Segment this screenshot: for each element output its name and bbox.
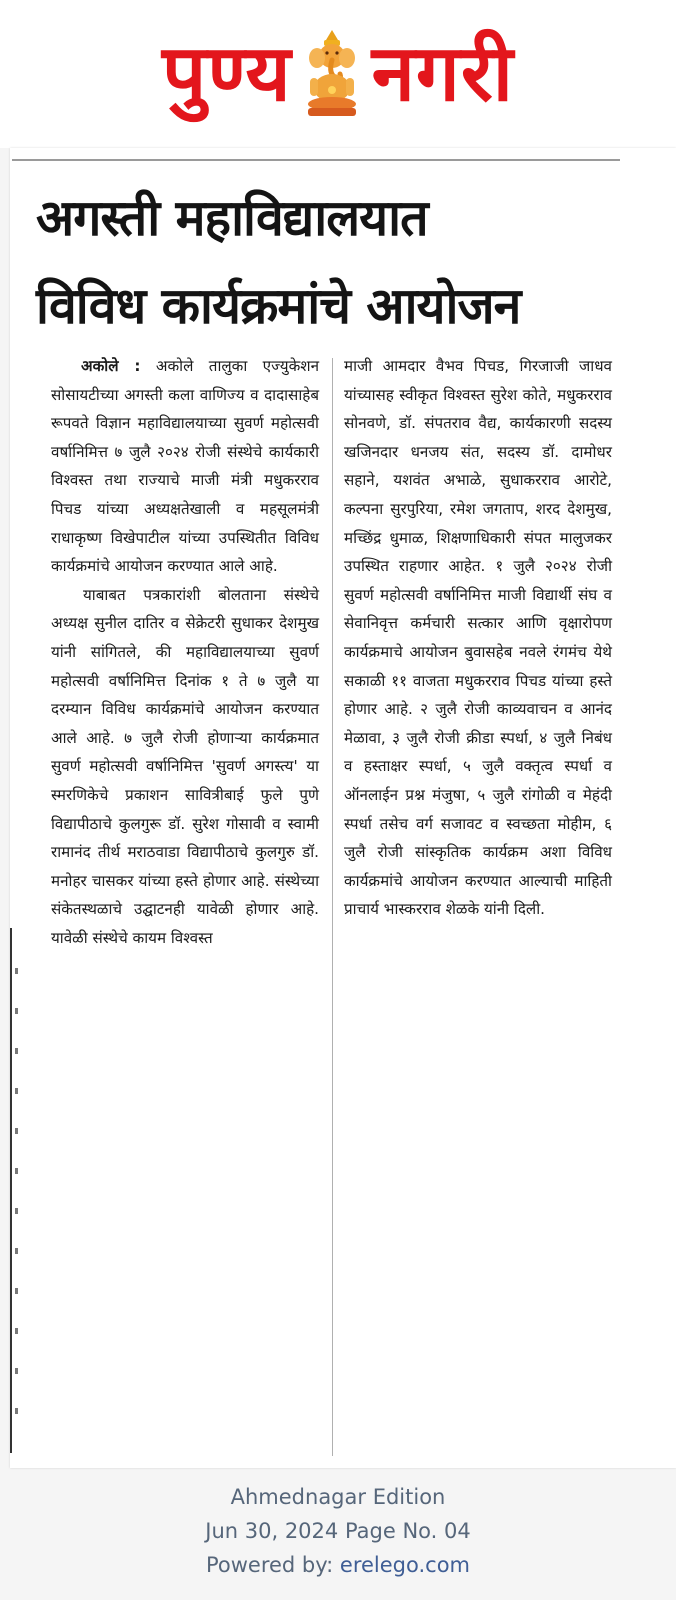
article-column-right — [344, 352, 612, 924]
masthead-title-part2: नगरी — [371, 28, 514, 119]
masthead-logo — [0, 14, 676, 129]
column-divider — [332, 358, 333, 1456]
top-rule — [12, 159, 620, 161]
powered-by — [0, 1548, 676, 1582]
left-paragraph-1 — [51, 352, 319, 581]
left-paragraph-2: याबाबत पत्रकारांशी बोलताना संस्थेचे अध्यक्ष सुनील दातिर व सेक्रेटरी सुधाकर देशमुख यांनी सांगितले, की महाविद्यालयाच्या सुवर्ण महोत्सवी वर्षानिमित्त दिनांक १ ते ७ जुलै या दरम्यान विविध कार्यक्रमांचे आयोजन करण्यात आले आहे. ७ जुलै रोजी होणाऱ्या कार्यक्रमात सुवर्ण महोत्सवी वर्षानिमित्त 'सुवर्ण अगस्त्य' या स्मरणिकेचे प्रकाशन सावित्रीबाई फुले पुणे विद्यापीठाचे कुलगुरू डॉ. सुरेश गोसावी व स्वामी रामानंद तीर्थ मराठवाडा विद्यापीठाचे कुलगुरु डॉ. मनोहर चासकर यांच्या हस्ते होणार आहे. संस्थेच्या संकेतस्थळाचे उद्घाटनही यावेळी होणार आहे. यावेळी संस्थेचे कायम विश्वस्त — [51, 585, 319, 947]
masthead-title-part1: पुण्य — [162, 28, 292, 119]
edition-name: Ahmednagar Edition — [230, 1485, 446, 1509]
clip-edge-marks — [13, 968, 21, 1448]
edition-date-page: Jun 30, 2024 Page No. 04 — [205, 1519, 471, 1543]
headline-line-2: विविध कार्यक्रमांचे आयोजन — [36, 277, 521, 335]
dateline: अकोले : — [81, 357, 141, 375]
powered-by-label: Powered by: — [205, 1553, 340, 1577]
news-clipping — [10, 148, 676, 1468]
article-headline — [36, 174, 666, 350]
edition-footer — [0, 1480, 676, 1582]
article-column-left — [51, 352, 319, 952]
left-paragraph-1-text: अकोले तालुका एज्युकेशन सोसायटीच्या अगस्ती कला वाणिज्य व दादासाहेब रूपवते विज्ञान महाविद्यालयाच्या सुवर्ण महोत्सवी वर्षानिमित्त ७ जुलै २०२४ रोजी संस्थेचे कार्यकारी विश्वस्त तथा राज्याचे माजी मंत्री मधुकरराव पिचड यांच्या अध्यक्षतेखाली व महसूलमंत्री राधाकृष्ण विखेपाटील यांच्या उपस्थितीत विविध कार्यक्रमांचे आयोजन करण्यात आले आहे. — [51, 357, 320, 576]
ganesha-icon — [298, 28, 366, 120]
headline-line-1: अगस्ती महाविद्यालयात — [36, 189, 428, 247]
right-paragraph-1: माजी आमदार वैभव पिचड, गिरजाजी जाधव यांच्यासह स्वीकृत विश्वस्त सुरेश कोते, मधुकरराव सोनवणे, डॉ. संपतराव वैद्य, कार्यकारणी सदस्य खजिनदार धनजय संत, सदस्य डॉ. दामोधर सहाने, यशवंत अभाळे, सुधाकरराव आरोटे, कल्पना सुरपुरिया, रमेश जगताप, शरद देशमुख, मच्छिंद्र धुमाळ, शिक्षणाधिकारी संपत मालुजकर उपस्थित राहणार आहेत. १ जुलै २०२४ रोजी सुवर्ण महोत्सवी वर्षानिमित्त माजी विद्यार्थी संघ व सेवानिवृत्त कर्मचारी सत्कार आणि वृक्षारोपण कार्यक्रमाचे आयोजन बुवासहेब नवले रंगमंच येथे सकाळी ११ वाजता मधुकरराव पिचड यांच्या हस्ते होणार आहे. २ जुलै रोजी काव्यवाचन व आनंद मेळावा, ३ जुलै रोजी क्रीडा स्पर्धा, ४ जुलै निबंध व हस्ताक्षर स्पर्धा, ५ जुलै वक्तृत्व स्पर्धा व ऑनलाईन प्रश्न मंजुषा, ५ जुलै रांगोळी व मेहंदी स्पर्धा तसेच वर्ग सजावट व स्वच्छता मोहीम, ६ जुलै रोजी सांस्कृतिक कार्यक्रम अशा विविध कार्यक्रमांचे आयोजन करण्यात आल्याची माहिती प्राचार्य भास्करराव शेळके यांनी दिली. — [344, 357, 612, 919]
masthead — [0, 0, 676, 148]
clip-edge-bar — [10, 928, 12, 1453]
erelego-link[interactable]: erelego.com — [339, 1553, 471, 1577]
